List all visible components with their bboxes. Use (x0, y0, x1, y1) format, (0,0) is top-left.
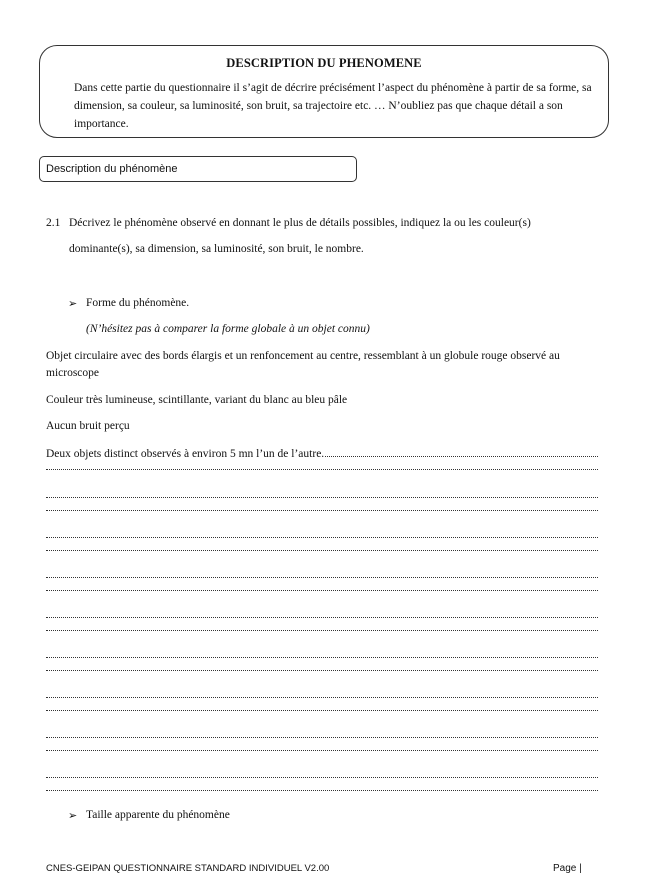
answer-shape-line-2[interactable]: microscope (46, 367, 100, 379)
answer-line[interactable] (46, 790, 598, 791)
question-number: 2.1 (46, 217, 61, 229)
answer-line[interactable] (46, 670, 598, 671)
question-line-2: dominante(s), sa dimension, sa luminosité, son bruit, le nombre. (69, 243, 364, 255)
answer-line[interactable] (46, 737, 598, 738)
answer-line[interactable] (46, 697, 598, 698)
answer-line[interactable] (46, 510, 598, 511)
section-label: Description du phénomène (39, 156, 357, 182)
answer-line[interactable] (46, 657, 598, 658)
bullet-forme: Forme du phénomène. (86, 297, 190, 309)
answer-color[interactable]: Couleur très lumineuse, scintillante, variant du blanc au bleu pâle (46, 394, 348, 406)
answer-number-line[interactable] (46, 446, 598, 460)
footer-document-id: CNES-GEIPAN QUESTIONNAIRE STANDARD INDIVIDUEL V2.00 (46, 863, 330, 874)
header-instructions: Dans cette partie du questionnaire il s’agit de décrire précisément l’aspect du phénomène à partir de sa forme, sa dimension, sa couleur, sa luminosité, son bruit, sa trajectoire etc. … N’oubliez pas que chaque détail a son importance. (74, 82, 592, 130)
answer-line[interactable] (46, 497, 598, 498)
arrow-bullet-icon: ➢ (68, 810, 78, 822)
description-header-box (39, 45, 609, 138)
answer-line[interactable] (46, 577, 598, 578)
bullet-taille: Taille apparente du phénomène (86, 809, 230, 821)
forme-hint: (N’hésitez pas à comparer la forme globale à un objet connu) (86, 323, 370, 335)
arrow-bullet-icon: ➢ (68, 298, 78, 310)
header-title: DESCRIPTION DU PHENOMENE (226, 56, 422, 70)
answer-number[interactable]: Deux objets distinct observés à environ 5 mn l’un de l’autre. (46, 448, 325, 460)
footer-page-label: Page | (553, 863, 582, 874)
answer-line[interactable] (46, 750, 598, 751)
question-line-1: Décrivez le phénomène observé en donnant le plus de détails possibles, indiquez la ou les couleur(s) (69, 217, 531, 229)
answer-line[interactable] (46, 550, 598, 551)
answer-line[interactable] (46, 537, 598, 538)
answer-line[interactable] (46, 590, 598, 591)
answer-sound[interactable]: Aucun bruit perçu (46, 420, 130, 432)
answer-line[interactable] (46, 777, 598, 778)
answer-shape-line-1[interactable]: Objet circulaire avec des bords élargis et un renfoncement au centre, ressemblant à un globule rouge observé au (46, 350, 560, 362)
answer-line[interactable] (46, 469, 598, 470)
answer-line[interactable] (46, 710, 598, 711)
answer-line[interactable] (46, 617, 598, 618)
answer-line[interactable] (46, 630, 598, 631)
dotted-fill (325, 446, 598, 457)
